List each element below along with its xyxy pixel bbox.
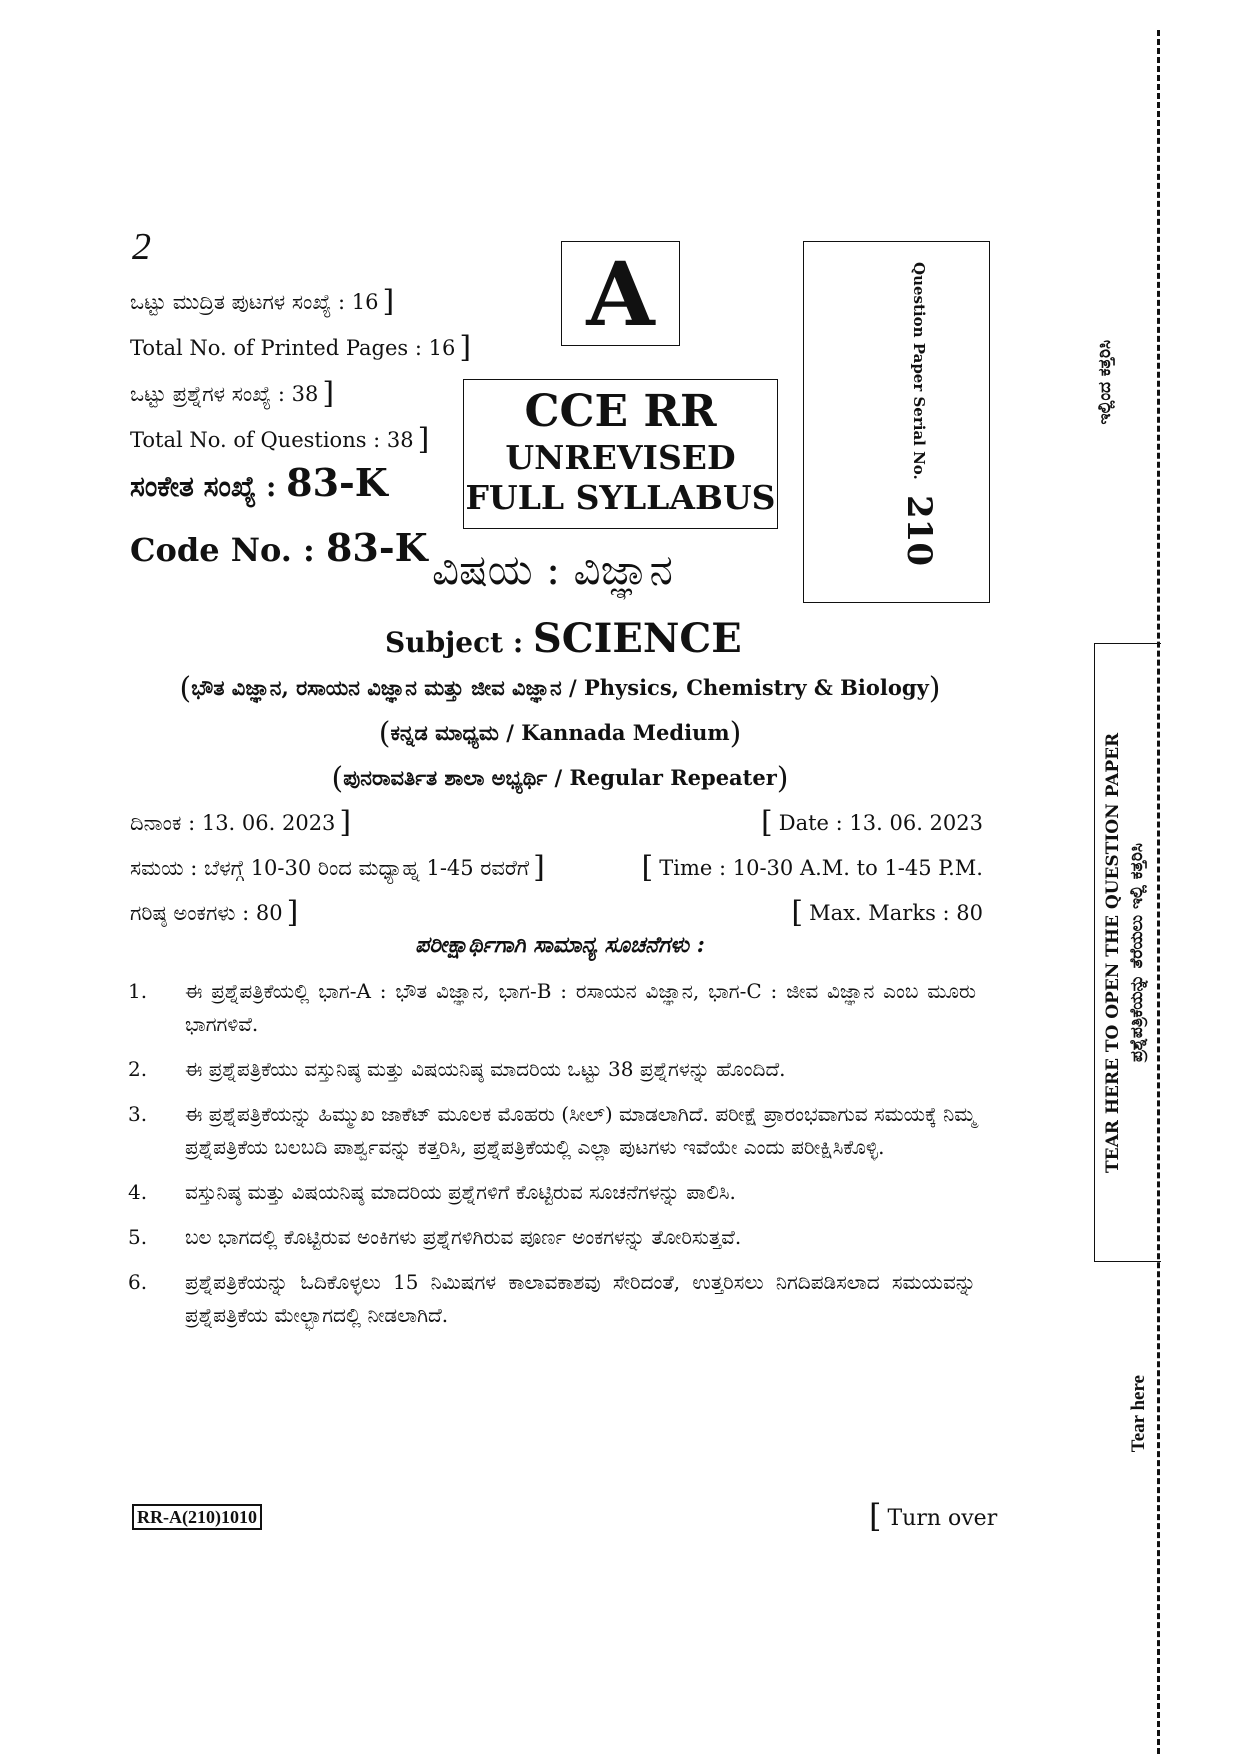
pages-english: Total No. of Printed Pages : 16 [130,336,456,360]
instruction-number: 5. [128,1225,148,1249]
version-letter: A [586,241,655,346]
branches-line: (ಭೌತ ವಿಜ್ಞಾನ, ರಸಾಯನ ವಿಜ್ಞಾನ ಮತ್ತು ಜೀವ ವಿಜ್ಞಾನ / Physics, Chemistry & Biology) [179,671,941,706]
instruction-item [128,1176,976,1209]
date-kannada-line: ದಿನಾಂಕ : 13. 06. 2023 ] [130,805,352,840]
pages-kannada-line: ಒಟ್ಟು ಮುದ್ರಿತ ಪುಟಗಳ ಸಂಖ್ಯೆ : 16 ] [130,284,395,319]
code-english-value: 83-K [325,525,428,570]
exam-type-line2: UNREVISED [505,438,736,477]
instruction-item [128,1266,976,1332]
medium: ಕನ್ನಡ ಮಾಧ್ಯಮ / Kannada Medium [390,720,730,745]
exam-type-line1: CCE RR [524,386,717,437]
pages-english-line: Total No. of Printed Pages : 16 ] [130,330,472,365]
instruction-item [128,1098,976,1164]
instruction-text: ವಸ್ತುನಿಷ್ಠ ಮತ್ತು ವಿಷಯನಿಷ್ಠ ಮಾದರಿಯ ಪ್ರಶ್ನೆಗಳಿಗೆ ಕೊಟ್ಟಿರುವ ಸೂಚನೆಗಳನ್ನು ಪಾಲಿಸಿ. [185,1180,736,1204]
instruction-number: 3. [128,1102,148,1126]
serial-number-box [803,241,990,603]
instruction-number: 6. [128,1270,148,1294]
questions-english: Total No. of Questions : 38 [130,428,414,452]
code-kannada-value: 83-K [286,460,388,505]
code-english [130,525,428,570]
questions-english-line: Total No. of Questions : 38 ] [130,422,430,457]
instruction-text: ಈ ಪ್ರಶ್ನೆಪತ್ರಿಕೆಯಲ್ಲಿ ಭಾಗ-A : ಭೌತ ವಿಜ್ಞಾನ, ಭಾಗ-B : ರಸಾಯನ ವಿಜ್ಞಾನ, ಭಾಗ-C : ಜೀವ ವಿಜ್ಞಾನ ಎಂಬ ಮೂರು ಭಾಗಗಳಿವೆ. [185,979,976,1036]
subject-english [385,615,742,662]
marks-kannada-line: ಗರಿಷ್ಠ ಅಂಕಗಳು : 80 ] [130,895,299,930]
instruction-number: 1. [128,979,148,1003]
tear-box-text [1101,654,1157,1251]
medium-line: (ಕನ್ನಡ ಮಾಧ್ಯಮ / Kannada Medium) [378,716,742,751]
instruction-text: ಈ ಪ್ರಶ್ನೆಪತ್ರಿಕೆಯು ವಸ್ತುನಿಷ್ಠ ಮತ್ತು ವಿಷಯನಿಷ್ಠ ಮಾದರಿಯ ಒಟ್ಟು 38 ಪ್ರಶ್ನೆಗಳನ್ನು ಹೊಂದಿದೆ. [185,1057,786,1081]
instruction-text: ಪ್ರಶ್ನೆಪತ್ರಿಕೆಯನ್ನು ಓದಿಕೊಳ್ಳಲು 15 ನಿಮಿಷಗಳ ಕಾಲಾವಕಾಶವು ಸೇರಿದಂತೆ, ಉತ್ತರಿಸಲು ನಿಗದಿಪಡಿಸಲಾದ ಸಮಯವನ್ನು ಪ್ರಶ್ನೆಪತ್ರಿಕೆಯ ಮೇಲ್ಭಾಗದಲ್ಲಿ ನೀಡಲಾಗಿದೆ. [185,1270,976,1327]
turn-over-line: [ Turn over [869,1497,998,1535]
date-english: Date : 13. 06. 2023 [778,811,983,835]
serial-text [899,262,939,566]
instruction-number: 2. [128,1057,148,1081]
time-english-line: [ Time : 10-30 A.M. to 1-45 P.M. [641,850,983,885]
candidate-type: ಪುನರಾವರ್ತಿತ ಶಾಲಾ ಅಭ್ಯರ್ಥಿ / Regular Repeater [343,765,777,790]
subject-english-label: Subject : [385,626,524,659]
date-english-line: [ Date : 13. 06. 2023 [761,805,983,840]
turn-over: Turn over [887,1506,998,1531]
exam-type-box [463,379,778,529]
time-english: Time : 10-30 A.M. to 1-45 P.M. [659,856,983,880]
marks-english-line: [ Max. Marks : 80 [791,895,983,930]
instruction-item [128,1221,976,1254]
exam-type-line3: FULL SYLLABUS [465,478,776,517]
code-kannada [130,460,388,505]
instruction-item [128,975,976,1041]
serial-number: 210 [899,495,939,566]
code-kannada-label: ಸಂಕೇತ ಸಂಖ್ಯೆ : [130,470,277,503]
tear-here-label: Tear here [1128,1375,1149,1453]
questions-kannada: ಒಟ್ಟು ಪ್ರಶ್ನೆಗಳ ಸಂಖ್ಯೆ : 38 [130,382,319,406]
questions-kannada-line: ಒಟ್ಟು ಪ್ರಶ್ನೆಗಳ ಸಂಖ್ಯೆ : 38 ] [130,376,335,411]
serial-label: Question Paper Serial No. [910,262,928,480]
version-box [561,241,680,346]
instruction-item [128,1053,976,1086]
subject-english-value: SCIENCE [532,615,742,662]
date-kannada: ದಿನಾಂಕ : 13. 06. 2023 [130,811,336,835]
branches: ಭೌತ ವಿಜ್ಞಾನ, ರಸಾಯನ ವಿಜ್ಞಾನ ಮತ್ತು ಜೀವ ವಿಜ್ಞಾನ / Physics, Chemistry & Biology [191,675,929,700]
pages-kannada: ಒಟ್ಟು ಮುದ್ರಿತ ಪುಟಗಳ ಸಂಖ್ಯೆ : 16 [130,290,379,314]
tear-box [1094,643,1161,1262]
footer-code: RR-A(210)1010 [132,1504,262,1530]
subject-kannada: ವಿಷಯ : ವಿಜ್ಞಾನ [432,545,673,594]
page-number: 2 [132,226,151,268]
marks-kannada: ಗರಿಷ್ಠ ಅಂಕಗಳು : 80 [130,901,283,925]
tear-box-english: TEAR HERE TO OPEN THE QUESTION PAPER [1103,732,1123,1173]
time-kannada: ಸಮಯ : ಬೆಳಗ್ಗೆ 10-30 ರಿಂದ ಮಧ್ಯಾಹ್ನ 1-45 ರವರೆಗೆ [130,856,530,880]
candidate-type-line: (ಪುನರಾವರ್ತಿತ ಶಾಲಾ ಅಭ್ಯರ್ಥಿ / Regular Repeater) [331,761,789,796]
instruction-number: 4. [128,1180,148,1204]
tear-top-label: ಇಲ್ಲಿಂದ ಕತ್ತರಿಸಿ [1095,340,1115,425]
instructions-list [128,975,976,1344]
time-kannada-line: ಸಮಯ : ಬೆಳಗ್ಗೆ 10-30 ರಿಂದ ಮಧ್ಯಾಹ್ನ 1-45 ರವರೆಗೆ ] [130,850,545,885]
instruction-text: ಬಲ ಭಾಗದಲ್ಲಿ ಕೊಟ್ಟಿರುವ ಅಂಕಿಗಳು ಪ್ರಶ್ನೆಗಳಿಗಿರುವ ಪೂರ್ಣ ಅಂಕಗಳನ್ನು ತೋರಿಸುತ್ತವೆ. [185,1225,742,1249]
instructions-title: ಪರೀಕ್ಷಾರ್ಥಿಗಾಗಿ ಸಾಮಾನ್ಯ ಸೂಚನೆಗಳು : [415,932,705,958]
code-english-label: Code No. : [130,531,315,569]
marks-english: Max. Marks : 80 [809,901,983,925]
instruction-text: ಈ ಪ್ರಶ್ನೆಪತ್ರಿಕೆಯನ್ನು ಹಿಮ್ಮುಖ ಜಾಕೆಟ್ ಮೂಲಕ ಮೊಹರು (ಸೀಲ್) ಮಾಡಲಾಗಿದೆ. ಪರೀಕ್ಷೆ ಪ್ರಾರಂಭವಾಗುವ ಸಮಯಕ್ಕೆ ನಿಮ್ಮ ಪ್ರಶ್ನೆಪತ್ರಿಕೆಯ ಬಲಬದಿ ಪಾರ್ಶ್ವವನ್ನು ಕತ್ತರಿಸಿ, ಪ್ರಶ್ನೆಪತ್ರಿಕೆಯಲ್ಲಿ ಎಲ್ಲಾ ಪುಟಗಳು ಇವೆಯೇ ಎಂದು ಪರೀಕ್ಷಿಸಿಕೊಳ್ಳಿ. [185,1102,976,1159]
tear-box-kannada: ಪ್ರಶ್ನೆಪತ್ರಿಕೆಯನ್ನು ತೆರೆಯಲು ಇಲ್ಲಿ ಕತ್ತರಿಸಿ [1127,843,1147,1062]
